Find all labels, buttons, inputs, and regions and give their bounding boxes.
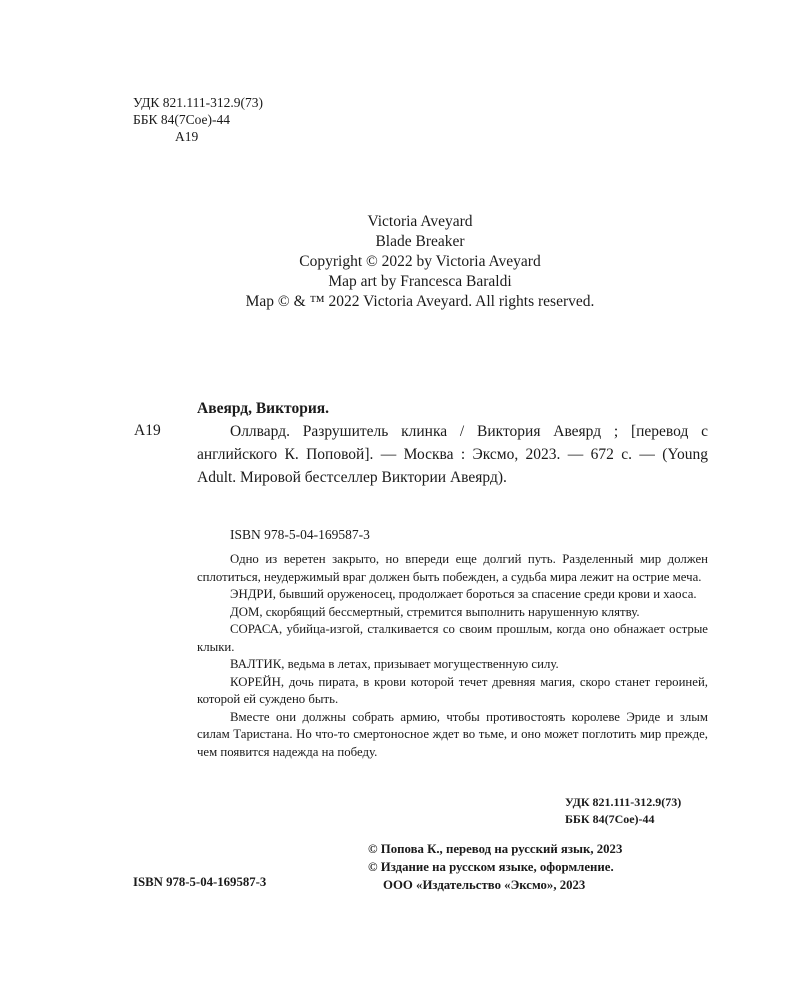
annotation-paragraph: ЭНДРИ, бывший оруженосец, продолжает бороться за спасение среди крови и хаоса. (230, 587, 697, 601)
author-heading: Авеярд, Виктория. (197, 400, 330, 417)
annotation-paragraph: Вместе они должны собрать армию, чтобы противостоять королеве Эриде и злым силам Таристана. Но что-то смертоносное ждет во тьме, и оно может поглотить мир прежде, чем появится надежда на победу. (197, 709, 708, 759)
bibliographic-description (197, 420, 708, 489)
original-author: Victoria Aveyard (367, 213, 473, 230)
translation-copyright: © Попова К., перевод на русский язык, 2023 (368, 842, 623, 856)
bib-author-code: А19 (134, 422, 161, 439)
original-copyright: Copyright © 2022 by Victoria Aveyard (299, 253, 541, 270)
udk-code-bottom: УДК 821.111-312.9(73) (565, 795, 682, 809)
original-credits (150, 212, 690, 312)
publisher-copyright: ООО «Издательство «Эксмо», 2023 (383, 878, 586, 892)
annotation-paragraph: КОРЕЙН, дочь пирата, в крови которой течет древняя магия, скоро станет героиней, которой ей суждено быть. (197, 674, 708, 706)
isbn-main: ISBN 978-5-04-169587-3 (230, 527, 370, 542)
map-art-credit: Map art by Francesca Baraldi (328, 273, 512, 290)
edition-copyright: © Издание на русском языке, оформление. (368, 860, 614, 874)
classification-block-top (133, 94, 263, 145)
map-copyright: Map © & ™ 2022 Victoria Aveyard. All rights reserved. (245, 293, 595, 310)
isbn-bottom: ISBN 978-5-04-169587-3 (133, 875, 267, 889)
annotation-paragraph: ВАЛТИК, ведьма в летах, призывает могущественную силу. (230, 657, 559, 671)
bbk-code-bottom: ББК 84(7Сое)-44 (565, 812, 655, 826)
annotation-paragraph: ДОМ, скорбящий бессмертный, стремится выполнить нарушенную клятву. (230, 604, 640, 619)
annotation (197, 551, 708, 761)
author-code: А19 (175, 129, 199, 144)
classification-block-bottom (565, 794, 681, 828)
original-title: Blade Breaker (375, 233, 465, 250)
annotation-paragraph: СОРАСА, убийца-изгой, сталкивается со своим прошлым, когда оно обнажает острые клыки. (197, 622, 708, 654)
bbk-code: ББК 84(7Сое)-44 (133, 112, 231, 127)
udk-code: УДК 821.111-312.9(73) (133, 95, 264, 110)
bib-description-text: Оллвард. Разрушитель клинка / Виктория Авеярд ; [перевод с английского К. Поповой]. — Москва : Эксмо, 2023. — 672 с. — (Young Adult. Мировой бестселлер Виктории Авеярд). (197, 423, 708, 486)
copyright-notice (368, 840, 622, 894)
annotation-paragraph: Одно из веретен закрыто, но впереди еще долгий путь. Разделенный мир должен сплотиться, неудержимый враг должен быть побежден, а судьба мира лежит на острие меча. (197, 552, 708, 584)
